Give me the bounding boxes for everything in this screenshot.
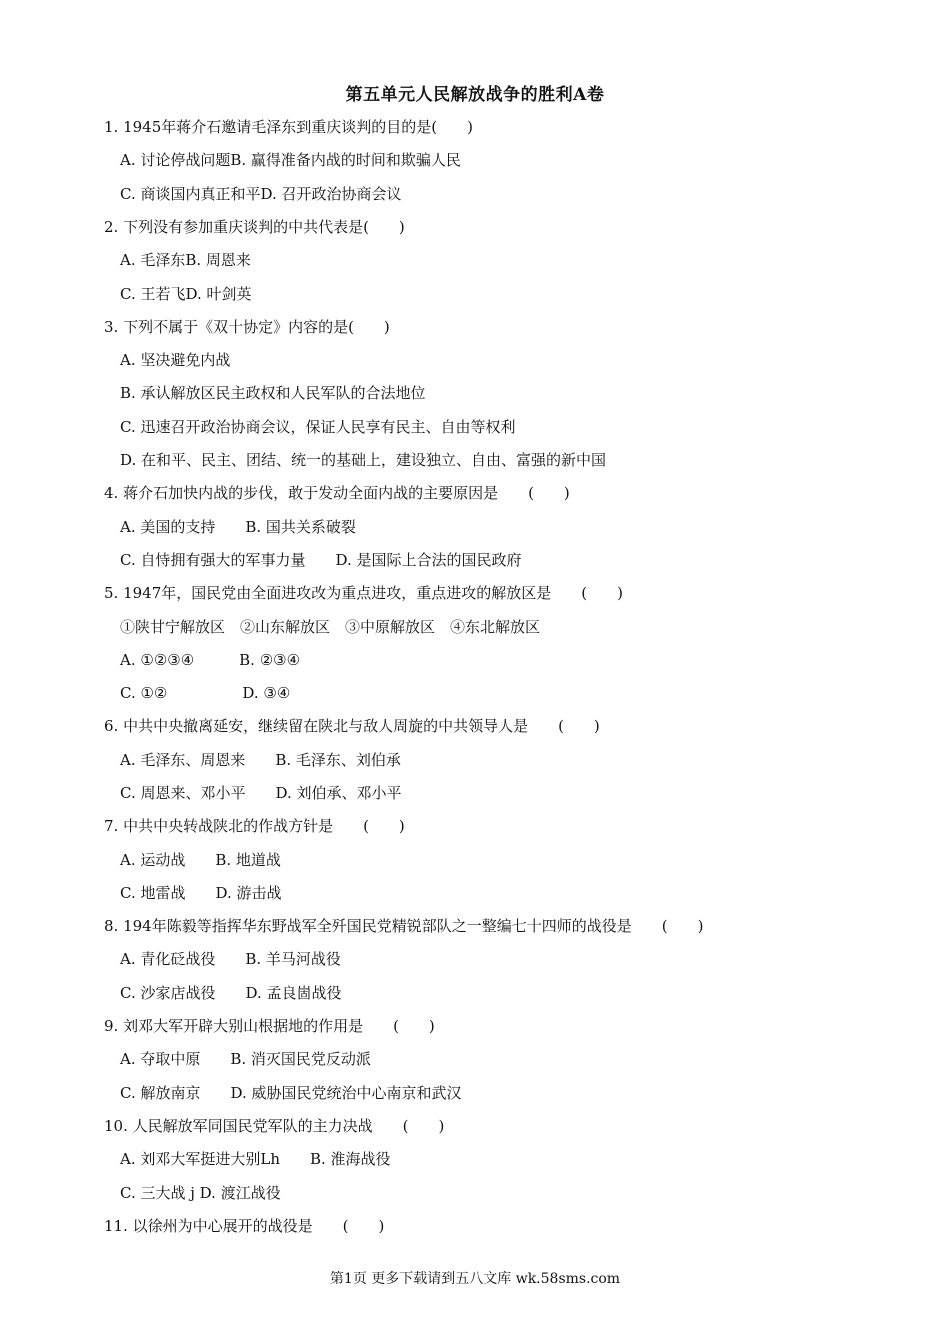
answer-options: A. 夺取中原 B. 消灭国民党反动派 [120,1050,371,1068]
answer-options: A. 运动战 B. 地道战 [120,851,281,869]
answer-options: A. 坚决避免内战 [120,351,231,369]
question-stem: 2. 下列没有参加重庆谈判的中共代表是( ) [104,218,405,236]
question-stem: 4. 蒋介石加快内战的步伐，敢于发动全面内战的主要原因是 ( ) [104,484,570,502]
answer-options: A. 毛泽东B. 周恩来 [120,251,251,269]
answer-options: C. 沙家店战役 D. 孟良崮战役 [120,984,342,1002]
answer-options: A. ①②③④ B. ②③④ [120,651,301,669]
answer-options: B. 承认解放区民主政权和人民军队的合法地位 [120,384,426,402]
page-footer: 第1页 更多下载请到五八文库 wk.58sms.com [329,1271,621,1287]
question-stem: 3. 下列不属于《双十协定》内容的是( ) [104,318,390,336]
answer-options: C. 地雷战 D. 游击战 [120,884,282,902]
page-title: 第五单元人民解放战争的胜利A卷 [345,85,605,105]
answer-options: C. 迅速召开政治协商会议，保证人民享有民主、自由等权利 [120,418,516,436]
question-stem: 5. 1947年，国民党由全面进攻改为重点进攻，重点进攻的解放区是 ( ) [104,584,623,602]
answer-options: C. 三大战 j D. 渡江战役 [120,1184,281,1202]
answer-options: A. 讨论停战问题B. 赢得准备内战的时间和欺骗人民 [120,151,461,169]
question-stem: 1. 1945年蒋介石邀请毛泽东到重庆谈判的目的是( ) [104,118,473,136]
answer-options: A. 毛泽东、周恩来 B. 毛泽东、刘伯承 [120,751,401,769]
answer-options: A. 青化砭战役 B. 羊马河战役 [120,950,341,968]
question-stem: 6. 中共中央撤离延安，继续留在陕北与敌人周旋的中共领导人是 ( ) [104,717,600,735]
question-stem: 10. 人民解放军同国民党军队的主力决战 ( ) [104,1117,445,1135]
answer-options: C. 王若飞D. 叶剑英 [120,285,252,303]
answer-options: D. 在和平、民主、团结、统一的基础上，建设独立、自由、富强的新中国 [120,451,607,469]
answer-options: C. 商谈国内真正和平D. 召开政治协商会议 [120,185,402,203]
answer-options: C. 自恃拥有强大的军事力量 D. 是国际上合法的国民政府 [120,551,522,569]
question-stem: 8. 194年陈毅等指挥华东野战军全歼国民党精锐部队之一整编七十四师的战役是 ( ) [104,917,704,935]
answer-options: A. 刘邓大军挺进大别Lh B. 淮海战役 [120,1150,391,1168]
answer-options: ①陕甘宁解放区 ②山东解放区 ③中原解放区 ④东北解放区 [120,618,541,636]
question-stem: 9. 刘邓大军开辟大别山根据地的作用是 ( ) [104,1017,435,1035]
question-stem: 7. 中共中央转战陕北的作战方针是 ( ) [104,817,405,835]
answer-options: C. ①② D. ③④ [120,684,291,702]
answer-options: C. 解放南京 D. 威胁国民党统治中心南京和武汉 [120,1084,462,1102]
answer-options: A. 美国的支持 B. 国共关系破裂 [120,518,356,536]
question-stem: 11. 以徐州为中心展开的战役是 ( ) [104,1217,385,1235]
answer-options: C. 周恩来、邓小平 D. 刘伯承、邓小平 [120,784,402,802]
